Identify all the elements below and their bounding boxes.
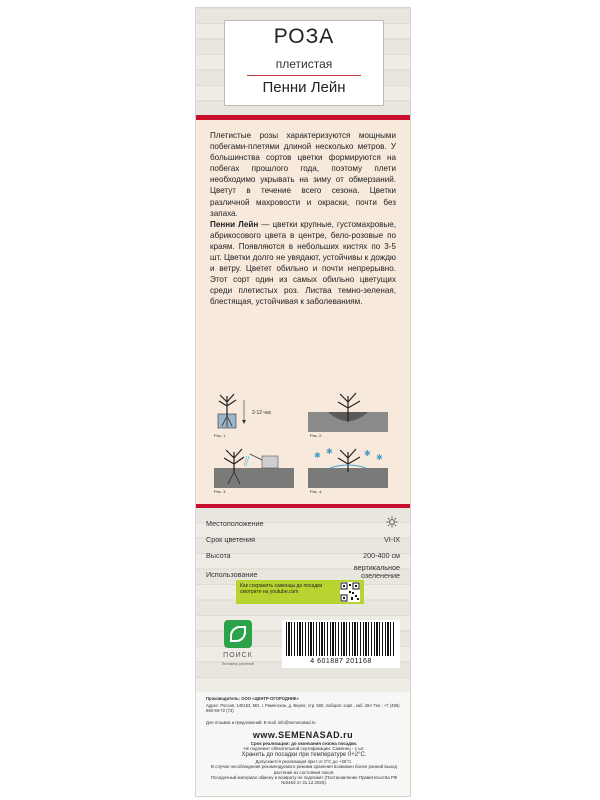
storage-line: Допускается реализация при t от 0°С до +25°С. [255, 758, 353, 764]
poisk-logo [214, 620, 262, 682]
planting-figure-3 [214, 448, 294, 488]
storage-line: Посадочный материал обмену и возврату не подлежит (Постановление Правительства РФ №2463 от 31.12.2020). [210, 775, 398, 786]
spec-value: 200-400 см [363, 551, 400, 560]
website-link[interactable]: www.SEMENASAD.ru [252, 730, 354, 740]
youtube-promo-box[interactable] [236, 580, 364, 604]
spec-label: Местоположение [206, 519, 264, 528]
spec-row-height [206, 548, 400, 564]
description-paragraph-general: Плетистые розы характеризуются мощными побегами-плетями длиной несколько метров. У большинства сортов цветки формируются на побегах прошлого года, поэтому плети необходимо укрывать на зиму от обмерзаний. Цветут в течение всего сезона. Цветки различной махровости и окраски, почти без запаха. [210, 131, 396, 218]
planting-figure-4 [308, 448, 388, 488]
promo-text: Как сохранить саженцы до посадки смотрите на youtube.com [240, 583, 323, 596]
planting-figure-2 [308, 392, 388, 432]
producer-address: Адрес: Россия, 140153, МО, г. Раменское, д. Верея, стр. 500, лаборат. корп., каб. 28А Тел.: +7 (495) 660-93-72 (73) [206, 703, 400, 714]
spec-row-location [206, 516, 400, 532]
watering-illustration [214, 448, 294, 488]
svg-text:✱: ✱ [376, 453, 383, 462]
barcode-bars [286, 622, 396, 656]
logo-name: ПОИСК [223, 652, 253, 659]
variety-bold-name: Пенни Лейн [210, 219, 259, 229]
description-paragraph-variety [210, 219, 396, 308]
product-subtype: плетистая [275, 57, 333, 71]
title-card [224, 20, 384, 106]
spec-row-bloom [206, 532, 400, 548]
storage-info [206, 741, 402, 786]
winter-cover-illustration [308, 448, 388, 488]
spec-value: вертикальное озеленение [353, 563, 400, 580]
description-text [210, 130, 396, 308]
logo-tagline: Питомник растений [221, 662, 255, 666]
storage-line: Не подлежит обязательной сертификации. Саженец - 1 шт. [243, 746, 365, 752]
barcode-number: 4 601887 201168 [310, 658, 372, 665]
producer-line: Производитель: ООО «ЦЕНТР-ОГОРОДНИК» [206, 696, 299, 701]
spec-label: Срок цветения [206, 535, 256, 544]
svg-text:✱: ✱ [326, 448, 333, 456]
description-panel [196, 120, 410, 504]
figure-2-caption: Рис. 2. [310, 433, 323, 438]
sun-icon [386, 516, 398, 528]
poisk-leaf-icon [224, 620, 252, 648]
figure-1-note: 2-12 час [252, 410, 272, 416]
storage-line: В случае несоблюдения рекомендуемого режима хранения возможен более ранний выход растения из состояния покоя. [211, 764, 397, 775]
storage-line: Срок реализации: до окончания сезона посадки. [250, 741, 358, 746]
figure-1-caption: Рис. 1. [214, 433, 227, 438]
variety-name: Пенни Лейн [262, 79, 346, 96]
qr-code-icon[interactable] [340, 582, 360, 602]
seed-package [196, 8, 410, 796]
ean-barcode [282, 620, 400, 668]
spec-label: Высота [206, 551, 231, 560]
producer-contact: Для отзывов и предложений: E-mail: info@semenasad.ru [206, 720, 316, 725]
svg-text:✱: ✱ [364, 449, 371, 458]
svg-text:✱: ✱ [314, 451, 321, 460]
figure-4-caption: Рис. 4. [310, 489, 323, 494]
variety-description: — цветки крупные, густомахровые, абрикосового цвета в центре, бело-розовые по краям. Появляются в небольших кистях по 3-5 шт. Цветки долго не увядают, устойчивы к дождю и ветру. Цветет обильно и почти непрерывно. Этот сорт один из самых обильно цветущих среди плетистых роз. Листва темно-зеленая, блестящая, устойчивая к заболеваниям. [210, 219, 396, 307]
producer-name [206, 696, 402, 701]
storage-line: Хранить до посадки при температуре 0+2°С. [241, 751, 367, 758]
figure-3-caption: Рис. 3. [214, 489, 227, 494]
specs-table [206, 516, 400, 584]
title-divider [247, 75, 361, 76]
spec-label: Использование [206, 570, 258, 579]
product-type-title: РОЗА [273, 25, 335, 48]
planting-hole-illustration [308, 392, 388, 432]
spec-value: VI-IX [384, 535, 400, 544]
